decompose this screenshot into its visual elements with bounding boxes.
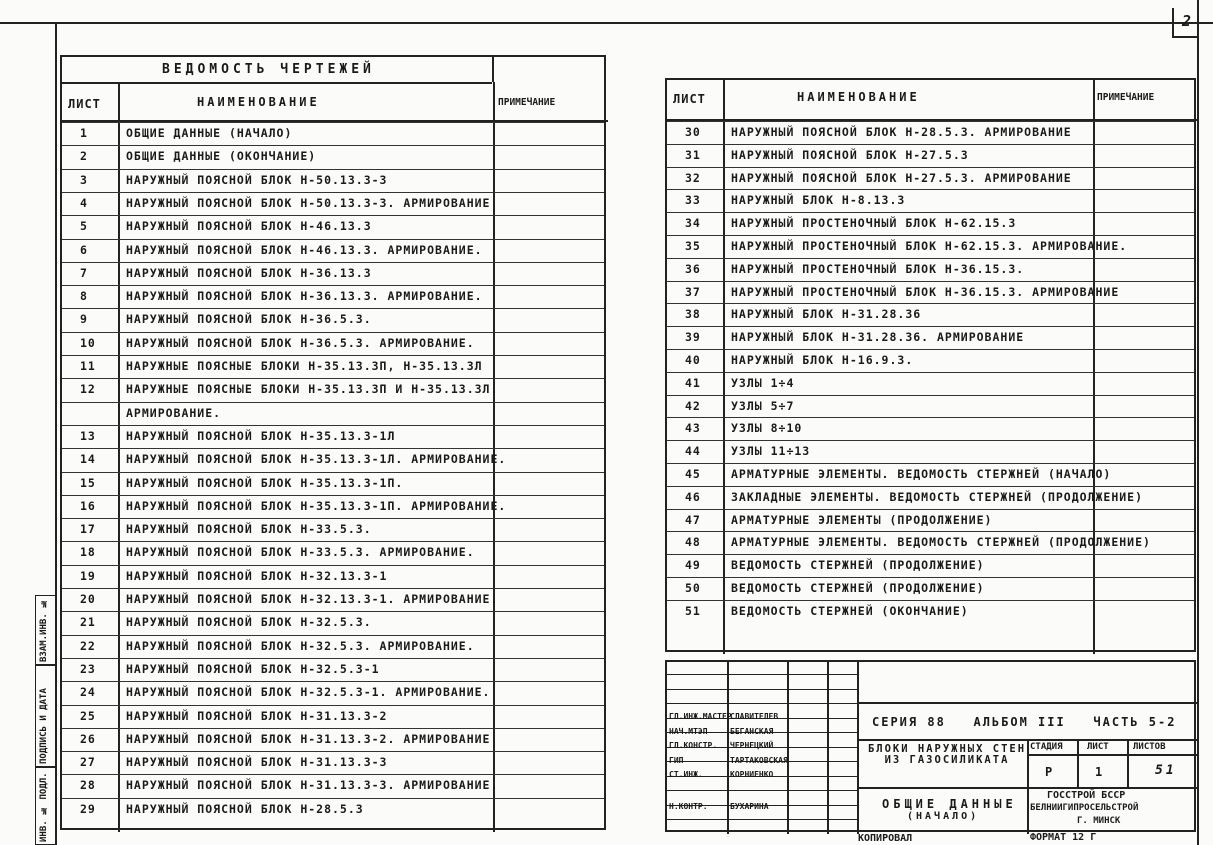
table-row — [667, 372, 1194, 396]
sheet-name: НАРУЖНЫЙ ПОЯСНОЙ БЛОК Н-35.13.3-1П. АРМИРОВАНИЕ. — [126, 498, 507, 513]
table-row — [667, 531, 1194, 555]
table-row — [62, 402, 604, 426]
table-row — [62, 145, 604, 169]
title-block — [665, 660, 1196, 832]
sheet-number: 21 — [80, 615, 96, 630]
col-note-header: ПРИМЕЧАНИЕ — [1097, 92, 1155, 103]
sheet-name: НАРУЖНЫЙ ПОЯСНОЙ БЛОК Н-32.13.3-1. АРМИРОВАНИЕ. — [126, 592, 499, 606]
table-row — [667, 600, 1194, 624]
sheet-name: ВЕДОМОСТЬ СТЕРЖНЕЙ (ПРОДОЛЖЕНИЕ) — [731, 581, 985, 595]
sheet-number: 41 — [685, 375, 701, 390]
sheet-number: 48 — [685, 535, 701, 550]
sheet-number: 3 — [80, 172, 88, 187]
sheet-name: НАРУЖНЫЙ ПОЯСНОЙ БЛОК Н-36.13.3. АРМИРОВАНИЕ. — [126, 289, 483, 304]
sheet-name: НАРУЖНЫЙ ПОЯСНОЙ БЛОК Н-27.5.3 — [731, 147, 969, 162]
sheet-name: НАРУЖНЫЙ ПОЯСНОЙ БЛОК Н-36.13.3 — [126, 265, 372, 280]
sheet-number: 38 — [685, 307, 701, 322]
sheet-number: 39 — [685, 330, 701, 345]
stage-label: СТАДИЯ — [1030, 742, 1063, 752]
table-row — [62, 355, 604, 379]
sheet-number: 33 — [685, 193, 701, 208]
table-row — [667, 417, 1194, 441]
signer-name: КОРНИЕНКО — [730, 770, 774, 779]
series-label: СЕРИЯ 88 АЛЬБОМ III ЧАСТЬ 5-2 — [872, 715, 1177, 729]
signer-name: БЕГАНСКАЯ — [730, 726, 774, 736]
table-row — [667, 554, 1194, 578]
sheet-number: 40 — [685, 353, 701, 367]
sheet-number: 7 — [80, 265, 88, 280]
sheet-number: 43 — [685, 421, 701, 436]
sheet-name: УЗЛЫ 8÷10 — [731, 421, 803, 436]
table-row — [62, 308, 604, 332]
project-title: БЛОКИ НАРУЖНЫХ СТЕН ИЗ ГАЗОСИЛИКАТА — [867, 743, 1027, 766]
col-name-header: НАИМЕНОВАНИЕ — [197, 95, 320, 109]
table-row — [667, 281, 1194, 305]
table-row — [667, 235, 1194, 259]
signer-role: ГЛ.ИНЖ.МАСТЕР — [669, 712, 732, 721]
table-row — [667, 463, 1194, 487]
sheet-name: УЗЛЫ 1÷4 — [731, 375, 795, 390]
sheet-number: 18 — [80, 545, 96, 560]
sheet-number: 50 — [685, 581, 701, 595]
table-row — [62, 192, 604, 216]
table-row — [62, 611, 604, 635]
sheet-number: 15 — [80, 475, 96, 490]
sheet-name: НАРУЖНЫЙ ПОЯСНОЙ БЛОК Н-31.13.3-3 — [126, 755, 388, 770]
format-label: ФОРМАТ 12 Г — [1030, 832, 1097, 843]
stage-value: Р — [1045, 765, 1056, 779]
sheet-number: 24 — [80, 685, 96, 700]
table-row — [667, 577, 1194, 601]
table-row — [62, 378, 604, 402]
drawings-list-right — [665, 78, 1196, 652]
table-row — [62, 495, 604, 519]
sheet-number: 49 — [685, 558, 701, 573]
sheet-name: НАРУЖНЫЙ ПОЯСНОЙ БЛОК Н-32.5.3. АРМИРОВАНИЕ. — [126, 638, 475, 653]
table-row — [62, 215, 604, 239]
sheet-number: 26 — [80, 731, 96, 746]
sheet-name: НАРУЖНЫЙ ПОЯСНОЙ БЛОК Н-35.13.3-1Л. АРМИРОВАНИЕ. — [126, 452, 507, 467]
col-sheet-header: ЛИСТ — [673, 92, 706, 106]
sheet-number: 44 — [685, 444, 701, 459]
sheet-name: НАРУЖНЫЙ ПОЯСНОЙ БЛОК Н-32.13.3-1 — [126, 568, 388, 583]
table-row — [62, 751, 604, 775]
table-row — [62, 518, 604, 542]
sheet-name: НАРУЖНЫЙ ПОЯСНОЙ БЛОК Н-33.5.3. — [126, 522, 372, 537]
table-row — [62, 705, 604, 729]
sheet-number: 23 — [80, 661, 96, 676]
sheet-name: ЗАКЛАДНЫЕ ЭЛЕМЕНТЫ. ВЕДОМОСТЬ СТЕРЖНЕЙ (ПРОДОЛЖЕНИЕ) — [731, 489, 1144, 504]
sheet-name: ВЕДОМОСТЬ СТЕРЖНЕЙ (ПРОДОЛЖЕНИЕ) — [731, 558, 985, 573]
sheet-name: АРМАТУРНЫЕ ЭЛЕМЕНТЫ (ПРОДОЛЖЕНИЕ) — [731, 512, 993, 527]
signer-role: ГЛ.КОНСТР. — [669, 741, 718, 750]
sheet-number: 47 — [685, 512, 701, 527]
page-number: 2 — [1182, 12, 1192, 30]
sheet-number: 13 — [80, 428, 96, 443]
sheet-number: 36 — [685, 261, 701, 276]
inv-replace-label: ВЗАМ.ИНВ. № — [39, 597, 49, 662]
signer-name: БУХАРИНА — [730, 802, 769, 811]
col-name-header: НАИМЕНОВАНИЕ — [797, 90, 920, 104]
sheet-name: НАРУЖНЫЙ ПОЯСНОЙ БЛОК Н-32.5.3-1 — [126, 661, 380, 676]
sheet-name: НАРУЖНЫЕ ПОЯСНЫЕ БЛОКИ Н-35.13.3П И Н-35.13.3Л. — [126, 382, 499, 397]
table-row — [667, 349, 1194, 373]
sheet-number: 27 — [80, 755, 96, 770]
sheet-name: НАРУЖНЫЙ ПРОСТЕНОЧНЫЙ БЛОК Н-62.15.3. АРМИРОВАНИЕ. — [731, 239, 1128, 253]
sheet-number: 11 — [80, 359, 96, 373]
sheet-number: 30 — [685, 125, 701, 139]
sheet-name: НАРУЖНЫЙ ПОЯСНОЙ БЛОК Н-33.5.3. АРМИРОВАНИЕ. — [126, 545, 475, 560]
sheet-name: НАРУЖНЫЙ ПОЯСНОЙ БЛОК Н-50.13.3-3 — [126, 172, 388, 187]
sheet-name: НАРУЖНЫЙ ПРОСТЕНОЧНЫЙ БЛОК Н-62.15.3 — [731, 216, 1017, 231]
sheet-name: НАРУЖНЫЙ ПОЯСНОЙ БЛОК Н-27.5.3. АРМИРОВАНИЕ — [731, 170, 1072, 185]
signer-name: СЛАВИТЕЛЕВ — [730, 712, 779, 721]
table-row — [62, 728, 604, 752]
table-row — [667, 440, 1194, 464]
sheets-value: 51 — [1155, 763, 1177, 778]
sheet-name: ОБЩИЕ ДАННЫЕ (ОКОНЧАНИЕ) — [126, 149, 317, 164]
signer-name: ЧЕРНЕЦКИЙ — [730, 741, 774, 750]
sheet-number: 10 — [80, 335, 96, 350]
sheet-value: 1 — [1095, 765, 1106, 779]
sheet-number: 2 — [80, 149, 88, 164]
sheet-number: 51 — [685, 603, 701, 618]
sheet-number: 29 — [80, 801, 96, 816]
sheet-title: ОБЩИЕ ДАННЫЕ — [882, 797, 1017, 811]
table-row — [62, 332, 604, 356]
table-row — [667, 144, 1194, 168]
table-row — [62, 425, 604, 449]
table-row — [62, 565, 604, 589]
table-row — [62, 681, 604, 705]
table-row — [62, 635, 604, 659]
table-row — [667, 212, 1194, 236]
sheet-number: 22 — [80, 638, 96, 653]
signer-role: ГИП — [669, 755, 684, 765]
sheet-number: 9 — [80, 312, 88, 327]
side-stamp — [35, 595, 57, 845]
sheet-number: 20 — [80, 592, 96, 606]
col-note-header: ПРИМЕЧАНИЕ — [498, 97, 556, 108]
org-city: Г. МИНСК — [1077, 816, 1121, 826]
inv-original-label: ИНВ. № ПОДЛ. — [39, 772, 49, 842]
table-row — [667, 509, 1194, 533]
copied-by-label: КОПИРОВАЛ — [858, 833, 913, 844]
table-row — [667, 303, 1194, 327]
sheet-number: 31 — [685, 147, 701, 162]
col-sheet-header: ЛИСТ — [68, 97, 101, 111]
sheet-number: 6 — [80, 242, 88, 257]
sheet-number: 28 — [80, 778, 96, 793]
drawings-list-left — [60, 55, 606, 830]
sheet-name: НАРУЖНЫЙ ПОЯСНОЙ БЛОК Н-32.5.3-1. АРМИРОВАНИЕ. — [126, 685, 491, 700]
table-row — [62, 239, 604, 263]
table-row — [62, 774, 604, 798]
sheet-name: НАРУЖНЫЙ ПОЯСНОЙ БЛОК Н-32.5.3. — [126, 615, 372, 630]
table-row — [62, 472, 604, 496]
sheet-name: НАРУЖНЫЙ ПОЯСНОЙ БЛОК Н-28.5.3. АРМИРОВАНИЕ — [731, 125, 1072, 139]
signer-role: НАЧ.МТЭП — [669, 726, 708, 736]
sheet-name: НАРУЖНЫЕ ПОЯСНЫЕ БЛОКИ Н-35.13.3П, Н-35.13.3Л — [126, 359, 483, 373]
sheet-name: НАРУЖНЫЙ БЛОК Н-8.13.3 — [731, 193, 906, 208]
table-row — [62, 798, 604, 822]
org-name: ГОССТРОЙ БССР — [1047, 790, 1126, 801]
sign-date-label: ПОДПИСЬ И ДАТА — [39, 688, 49, 764]
table-row — [62, 122, 604, 146]
sheet-number: 14 — [80, 452, 96, 467]
sheet-number: 5 — [80, 219, 88, 234]
sheet-label: ЛИСТ — [1087, 742, 1109, 752]
signer-name: ТАРТАКОВСКАЯ — [730, 755, 788, 765]
sheet-name: НАРУЖНЫЙ ПОЯСНОЙ БЛОК Н-46.13.3 — [126, 219, 372, 234]
table-row — [667, 486, 1194, 510]
sheet-number: 35 — [685, 239, 701, 253]
sheet-name: НАРУЖНЫЙ БЛОК Н-31.28.36. АРМИРОВАНИЕ — [731, 330, 1025, 345]
sheet-name: НАРУЖНЫЙ ПОЯСНОЙ БЛОК Н-36.5.3. — [126, 312, 372, 327]
sheet-number: 12 — [80, 382, 96, 397]
sheet-name: НАРУЖНЫЙ БЛОК Н-16.9.3. — [731, 353, 914, 367]
list-title: ВЕДОМОСТЬ ЧЕРТЕЖЕЙ — [162, 62, 375, 77]
sheet-number: 1 — [80, 126, 88, 140]
sheet-number: 45 — [685, 467, 701, 481]
sheet-name: НАРУЖНЫЙ ПОЯСНОЙ БЛОК Н-31.13.3-2. АРМИРОВАНИЕ — [126, 731, 491, 746]
sheet-number: 42 — [685, 398, 701, 413]
sheet-subtitle: (НАЧАЛО) — [907, 811, 980, 822]
table-row — [62, 285, 604, 309]
table-row — [667, 395, 1194, 419]
sheet-name: НАРУЖНЫЙ БЛОК Н-31.28.36 — [731, 307, 922, 322]
sheet-number: 37 — [685, 284, 701, 299]
table-row — [62, 169, 604, 193]
sheet-name: НАРУЖНЫЙ ПОЯСНОЙ БЛОК Н-31.13.3-2 — [126, 708, 388, 723]
table-row — [667, 121, 1194, 145]
table-row — [667, 258, 1194, 282]
sheet-name: НАРУЖНЫЙ ПРОСТЕНОЧНЫЙ БЛОК Н-36.15.3. АРМИРОВАНИЕ — [731, 284, 1120, 299]
sheet-name: АРМИРОВАНИЕ. — [126, 405, 222, 420]
table-row — [667, 326, 1194, 350]
sheet-number: 19 — [80, 568, 96, 583]
sheet-number: 46 — [685, 489, 701, 504]
sheet-number: 16 — [80, 498, 96, 513]
sheet-name: НАРУЖНЫЙ ПОЯСНОЙ БЛОК Н-36.5.3. АРМИРОВАНИЕ. — [126, 335, 475, 350]
sheet-name: УЗЛЫ 11÷13 — [731, 444, 811, 459]
sheet-name: ВЕДОМОСТЬ СТЕРЖНЕЙ (ОКОНЧАНИЕ) — [731, 603, 969, 618]
sheet-name: НАРУЖНЫЙ ПОЯСНОЙ БЛОК Н-50.13.3-3. АРМИРОВАНИЕ — [126, 195, 491, 210]
sheet-number: 34 — [685, 216, 701, 231]
sheet-name: НАРУЖНЫЙ ПРОСТЕНОЧНЫЙ БЛОК Н-36.15.3. — [731, 261, 1025, 276]
table-row — [62, 658, 604, 682]
sheet-name: АРМАТУРНЫЕ ЭЛЕМЕНТЫ. ВЕДОМОСТЬ СТЕРЖНЕЙ (ПРОДОЛЖЕНИЕ) — [731, 535, 1151, 550]
sheet-number: 8 — [80, 289, 88, 304]
sheet-name: АРМАТУРНЫЕ ЭЛЕМЕНТЫ. ВЕДОМОСТЬ СТЕРЖНЕЙ (НАЧАЛО) — [731, 467, 1112, 481]
org-institute: БЕЛНИИГИПРОСЕЛЬСТРОЙ — [1030, 803, 1139, 813]
signer-role: Н.КОНТР. — [669, 802, 708, 811]
sheet-name: НАРУЖНЫЙ ПОЯСНОЙ БЛОК Н-46.13.3. АРМИРОВАНИЕ. — [126, 242, 483, 257]
table-row — [62, 588, 604, 612]
sheet-number: 32 — [685, 170, 701, 185]
sheet-number: 17 — [80, 522, 96, 537]
sheet-name: НАРУЖНЫЙ ПОЯСНОЙ БЛОК Н-35.13.3-1П. — [126, 475, 404, 490]
sheets-label: ЛИСТОВ — [1133, 742, 1166, 752]
table-row — [62, 541, 604, 565]
table-row — [667, 189, 1194, 213]
sheet-name: НАРУЖНЫЙ ПОЯСНОЙ БЛОК Н-35.13.3-1Л — [126, 428, 396, 443]
sheet-name: НАРУЖНЫЙ ПОЯСНОЙ БЛОК Н-28.5.3 — [126, 801, 364, 816]
sheet-name: НАРУЖНЫЙ ПОЯСНОЙ БЛОК Н-31.13.3-3. АРМИРОВАНИЕ. — [126, 778, 499, 793]
sheet-name: УЗЛЫ 5÷7 — [731, 398, 795, 413]
sheet-number: 25 — [80, 708, 96, 723]
sheet-name: ОБЩИЕ ДАННЫЕ (НАЧАЛО) — [126, 126, 293, 140]
table-row — [62, 262, 604, 286]
sheet-number: 4 — [80, 195, 88, 210]
table-row — [62, 448, 604, 472]
signer-role: СТ.ИНЖ. — [669, 770, 703, 779]
table-row — [667, 167, 1194, 191]
